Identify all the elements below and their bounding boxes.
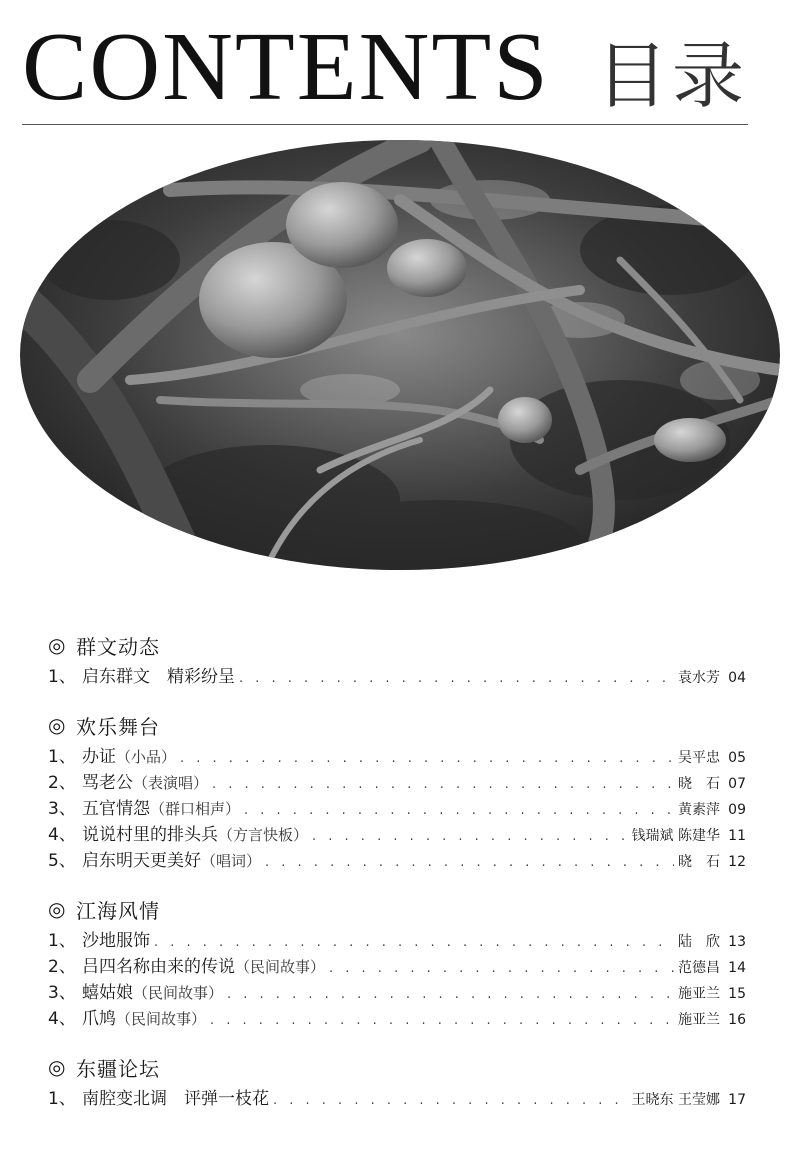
entry-number: 2、: [48, 957, 76, 977]
toc-entry[interactable]: [48, 846, 746, 872]
entry-number: 2、: [48, 773, 76, 793]
entry-genre-note: （小品）: [116, 748, 177, 766]
toc-section: [48, 1050, 746, 1110]
entry-number: 5、: [48, 851, 76, 871]
dot-leader: [239, 671, 674, 686]
entry-author: 晓 石: [678, 854, 720, 870]
entry-author: 范德昌: [678, 960, 720, 976]
dot-leader: [329, 961, 674, 976]
entry-number: 1、: [48, 667, 76, 687]
entry-genre-note: （群口相声）: [150, 800, 241, 818]
entry-author: 王晓东 王莹娜: [631, 1092, 720, 1108]
entry-title: 沙地服饰: [82, 931, 150, 951]
entry-title: 南腔变北调 评弹一枝花: [82, 1089, 269, 1109]
entry-number: 3、: [48, 983, 76, 1003]
dot-leader: [244, 803, 674, 818]
entry-genre-note: （表演唱）: [133, 774, 209, 792]
toc-entry[interactable]: [48, 926, 746, 952]
entry-author: 袁水芳: [678, 670, 720, 686]
section-heading: [48, 708, 746, 742]
entry-author: 黄素萍: [678, 802, 720, 818]
contents-title-cn: 目录: [595, 34, 748, 118]
cover-photo: [20, 140, 780, 570]
entry-title: 骂老公: [82, 773, 133, 793]
header-divider: [22, 124, 748, 125]
contents-title: CONTENTS: [22, 13, 550, 121]
entry-author: 施亚兰: [678, 1012, 720, 1028]
entry-title: 蟢姑娘: [82, 983, 133, 1003]
dot-leader: [227, 987, 674, 1002]
toc-entry[interactable]: [48, 1004, 746, 1030]
entry-page-number: 07: [728, 776, 746, 792]
entry-genre-note: （民间故事）: [235, 958, 326, 976]
section-title: 东疆论坛: [76, 1056, 160, 1081]
entry-page-number: 15: [728, 986, 746, 1002]
entry-title: 启东群文 精彩纷呈: [82, 667, 235, 687]
dot-leader: [265, 855, 674, 870]
section-bullet-icon: ◎: [48, 897, 66, 921]
entry-title: 吕四名称由来的传说: [82, 957, 235, 977]
entry-title: 办证: [82, 747, 116, 767]
dot-leader: [212, 777, 674, 792]
toc-entry[interactable]: [48, 978, 746, 1004]
entry-number: 4、: [48, 825, 76, 845]
entry-number: 4、: [48, 1009, 76, 1029]
entry-author: 钱瑞斌 陈建华: [631, 828, 720, 844]
toc-section: [48, 708, 746, 872]
entry-title: 启东明天更美好: [82, 851, 201, 871]
toc-section: [48, 892, 746, 1030]
entry-page-number: 16: [728, 1012, 746, 1028]
section-heading: [48, 892, 746, 926]
toc-entry[interactable]: [48, 742, 746, 768]
toc-entry[interactable]: [48, 768, 746, 794]
entry-page-number: 09: [728, 802, 746, 818]
toc-entry[interactable]: [48, 662, 746, 688]
section-title: 群文动态: [76, 634, 160, 659]
dot-leader: [154, 935, 674, 950]
entry-page-number: 14: [728, 960, 746, 976]
entry-page-number: 13: [728, 934, 746, 950]
entry-title: 五官情怨: [82, 799, 150, 819]
entry-genre-note: （方言快板）: [218, 826, 309, 844]
section-bullet-icon: ◎: [48, 713, 66, 737]
entry-number: 3、: [48, 799, 76, 819]
dot-leader: [210, 1013, 674, 1028]
dot-leader: [180, 751, 674, 766]
toc-entry[interactable]: [48, 952, 746, 978]
entry-genre-note: （民间故事）: [116, 1010, 207, 1028]
entry-page-number: 11: [728, 828, 746, 844]
entry-page-number: 04: [728, 670, 746, 686]
entry-page-number: 17: [728, 1092, 746, 1108]
section-heading: [48, 1050, 746, 1084]
entry-genre-note: （唱词）: [201, 852, 262, 870]
section-title: 江海风情: [76, 898, 160, 923]
toc-entry[interactable]: [48, 820, 746, 846]
entry-author: 吴平忠: [678, 750, 720, 766]
toc-section: [48, 628, 746, 688]
entry-page-number: 05: [728, 750, 746, 766]
entry-title: 爪鸠: [82, 1009, 116, 1029]
entry-number: 1、: [48, 747, 76, 767]
table-of-contents: [48, 628, 746, 1130]
toc-entry[interactable]: [48, 1084, 746, 1110]
entry-number: 1、: [48, 1089, 76, 1109]
section-bullet-icon: ◎: [48, 1055, 66, 1079]
entry-author: 晓 石: [678, 776, 720, 792]
dot-leader: [273, 1093, 628, 1108]
entry-number: 1、: [48, 931, 76, 951]
section-title: 欢乐舞台: [76, 714, 160, 739]
toc-entry[interactable]: [48, 794, 746, 820]
entry-author: 施亚兰: [678, 986, 720, 1002]
entry-genre-note: （民间故事）: [133, 984, 224, 1002]
dot-leader: [312, 829, 628, 844]
section-bullet-icon: ◎: [48, 633, 66, 657]
entry-page-number: 12: [728, 854, 746, 870]
entry-author: 陆 欣: [678, 934, 720, 950]
entry-title: 说说村里的排头兵: [82, 825, 218, 845]
section-heading: [48, 628, 746, 662]
